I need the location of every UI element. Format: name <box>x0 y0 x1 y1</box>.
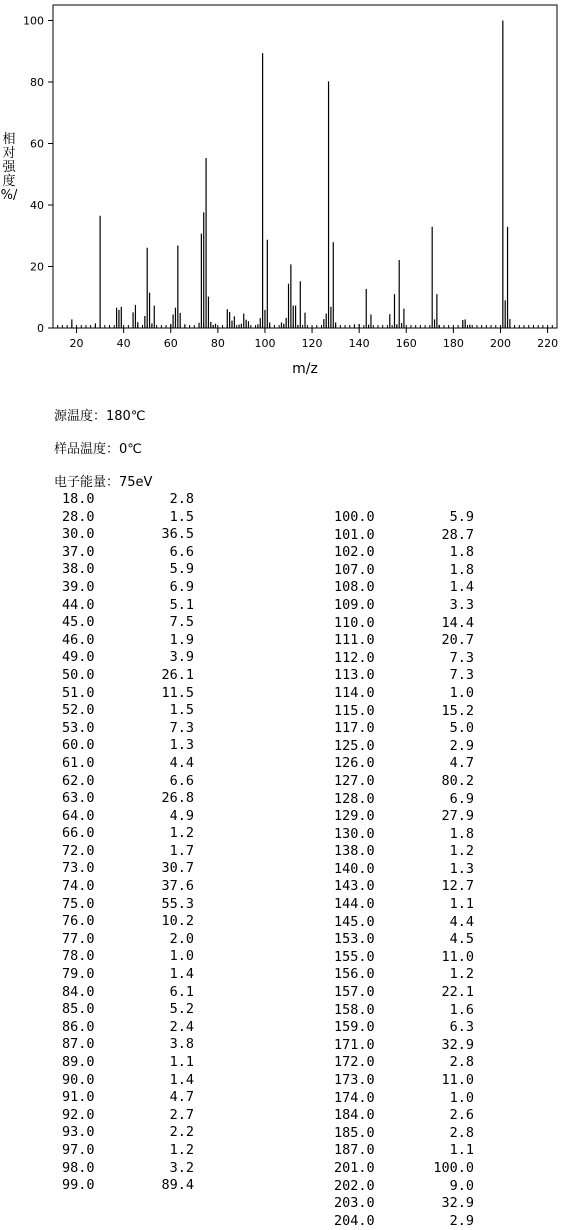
intensity-value: 6.9 <box>449 790 474 807</box>
mz-value: 90.0 <box>62 1071 95 1088</box>
mz-value: 92.0 <box>62 1106 95 1123</box>
y-axis-label-char: 对 <box>2 146 16 161</box>
intensity-value: 1.4 <box>449 579 474 596</box>
mz-value: 53.0 <box>62 719 95 736</box>
mz-value: 66.0 <box>62 825 95 842</box>
y-tick-label: 100 <box>23 14 44 28</box>
intensity-value: 6.1 <box>169 983 194 1000</box>
x-tick-label: 200 <box>489 337 511 350</box>
table-row <box>62 509 194 527</box>
intensity-value: 10.2 <box>161 913 194 930</box>
table-row <box>62 1054 194 1072</box>
table-row <box>334 808 474 826</box>
mz-value: 204.0 <box>334 1212 375 1229</box>
mz-value: 60.0 <box>62 737 95 754</box>
mz-value: 127.0 <box>334 772 375 789</box>
table-row <box>334 650 474 668</box>
table-row <box>62 896 194 914</box>
table-row <box>62 561 194 579</box>
x-tick-label: 180 <box>442 337 464 350</box>
mz-value: 77.0 <box>62 930 95 947</box>
table-row <box>62 1124 194 1142</box>
y-tick-label: 80 <box>30 76 44 89</box>
mz-value: 109.0 <box>334 596 375 613</box>
table-row <box>62 913 194 931</box>
intensity-value: 1.5 <box>169 508 194 525</box>
table-row <box>334 1160 474 1178</box>
table-row <box>62 931 194 949</box>
x-tick-label: 80 <box>210 337 225 350</box>
table-row <box>334 914 474 932</box>
x-tick-label: 120 <box>301 337 323 350</box>
table-row <box>62 1107 194 1125</box>
mz-value: 51.0 <box>62 684 95 701</box>
peak-table-right <box>334 509 474 1230</box>
mz-value: 98.0 <box>62 1159 95 1176</box>
mz-value: 171.0 <box>334 1036 375 1053</box>
mz-value: 86.0 <box>62 1018 95 1035</box>
intensity-value: 22.1 <box>441 984 474 1001</box>
mz-value: 143.0 <box>334 878 375 895</box>
table-row <box>334 1107 474 1125</box>
table-row <box>334 861 474 879</box>
mz-value: 39.0 <box>62 578 95 595</box>
mz-value: 203.0 <box>334 1195 375 1212</box>
table-row <box>334 843 474 861</box>
y-tick-label: 60 <box>30 137 44 151</box>
mz-value: 159.0 <box>334 1019 375 1036</box>
source-temperature-row <box>54 400 152 433</box>
mz-value: 102.0 <box>334 544 375 561</box>
mz-value: 187.0 <box>334 1142 375 1159</box>
intensity-value: 30.7 <box>161 860 194 877</box>
intensity-value: 1.1 <box>449 1142 474 1159</box>
mass-spectrum-chart <box>0 0 570 385</box>
intensity-value: 1.2 <box>449 966 474 983</box>
mz-value: 130.0 <box>334 825 375 842</box>
table-row <box>62 1142 194 1160</box>
table-row <box>334 1054 474 1072</box>
intensity-value: 6.6 <box>169 543 194 560</box>
mz-value: 30.0 <box>62 526 95 543</box>
intensity-value: 3.8 <box>169 1036 194 1053</box>
intensity-value: 1.3 <box>449 860 474 877</box>
mz-value: 76.0 <box>62 913 95 930</box>
table-row <box>334 509 474 527</box>
intensity-value: 1.8 <box>449 825 474 842</box>
y-axis-label-char: 强 <box>2 160 16 175</box>
x-tick-label: 160 <box>395 337 417 350</box>
mz-value: 101.0 <box>334 526 375 543</box>
mz-value: 89.0 <box>62 1054 95 1070</box>
table-row <box>62 1089 194 1107</box>
table-row <box>62 649 194 667</box>
table-row <box>62 755 194 773</box>
intensity-value: 1.2 <box>169 1141 194 1158</box>
mz-value: 128.0 <box>334 790 375 807</box>
intensity-value: 1.9 <box>169 631 194 648</box>
table-row <box>62 948 194 966</box>
mz-value: 78.0 <box>62 948 95 965</box>
table-row <box>334 685 474 703</box>
intensity-value: 80.2 <box>441 772 474 789</box>
mz-value: 73.0 <box>62 860 95 877</box>
x-tick-label: 220 <box>537 337 559 350</box>
mz-value: 185.0 <box>334 1124 375 1141</box>
table-row <box>62 825 194 843</box>
intensity-value: 4.4 <box>449 913 474 930</box>
intensity-value: 5.1 <box>169 596 194 613</box>
table-row <box>62 597 194 615</box>
table-row <box>334 966 474 984</box>
table-row <box>334 562 474 580</box>
x-tick-label: 60 <box>163 337 178 350</box>
sample-temperature-label: 样品温度： <box>54 442 120 457</box>
table-row <box>334 667 474 685</box>
mz-value: 138.0 <box>334 843 375 860</box>
mz-value: 37.0 <box>62 543 95 560</box>
mz-value: 140.0 <box>334 860 375 877</box>
mz-value: 172.0 <box>334 1054 375 1071</box>
mz-value: 85.0 <box>62 1001 95 1018</box>
table-row <box>62 878 194 896</box>
intensity-value: 2.4 <box>169 1018 194 1035</box>
x-tick-label: 140 <box>348 337 370 350</box>
y-axis-label-char: %/ <box>0 188 18 203</box>
mz-value: 173.0 <box>334 1072 375 1088</box>
intensity-value: 26.8 <box>161 790 194 807</box>
intensity-value: 55.3 <box>161 895 194 912</box>
intensity-value: 2.7 <box>169 1106 194 1123</box>
table-row <box>62 1177 194 1195</box>
mz-value: 91.0 <box>62 1089 95 1106</box>
y-axis <box>23 15 53 336</box>
mz-value: 145.0 <box>334 913 375 930</box>
intensity-value: 2.6 <box>449 1107 474 1124</box>
table-row <box>62 702 194 720</box>
table-row <box>62 1072 194 1090</box>
mz-value: 157.0 <box>334 984 375 1001</box>
intensity-value: 14.4 <box>441 614 474 631</box>
intensity-value: 1.0 <box>449 1089 474 1106</box>
table-row <box>334 632 474 650</box>
mz-value: 158.0 <box>334 1001 375 1018</box>
mz-value: 113.0 <box>334 667 375 684</box>
table-row <box>334 1178 474 1196</box>
table-row <box>62 966 194 984</box>
intensity-value: 2.8 <box>449 1054 474 1071</box>
mz-value: 144.0 <box>334 896 375 913</box>
y-tick-label: 40 <box>30 199 44 212</box>
mz-value: 79.0 <box>62 966 95 983</box>
intensity-value: 6.9 <box>169 578 194 595</box>
table-row <box>62 984 194 1002</box>
intensity-value: 1.4 <box>169 1071 194 1088</box>
x-axis <box>70 328 559 350</box>
table-row <box>62 790 194 808</box>
mz-value: 45.0 <box>62 614 95 631</box>
mz-value: 52.0 <box>62 702 95 719</box>
table-row <box>62 491 194 509</box>
intensity-value: 5.9 <box>169 561 194 578</box>
intensity-value: 5.9 <box>449 509 474 525</box>
intensity-value: 3.2 <box>169 1159 194 1176</box>
table-row <box>334 1002 474 1020</box>
intensity-value: 4.9 <box>169 807 194 824</box>
x-tick-label: 40 <box>116 337 131 350</box>
intensity-value: 11.5 <box>161 684 194 701</box>
mz-value: 72.0 <box>62 842 95 859</box>
intensity-value: 6.6 <box>169 772 194 789</box>
mz-value: 153.0 <box>334 931 375 948</box>
intensity-value: 89.4 <box>161 1177 194 1194</box>
table-row <box>334 1142 474 1160</box>
table-row <box>62 1001 194 1019</box>
mz-value: 44.0 <box>62 596 95 613</box>
intensity-value: 1.4 <box>169 966 194 983</box>
intensity-value: 1.1 <box>449 896 474 913</box>
table-row <box>334 1125 474 1143</box>
intensity-value: 3.9 <box>169 649 194 666</box>
mz-value: 46.0 <box>62 631 95 648</box>
mz-value: 50.0 <box>62 666 95 683</box>
y-tick-label: 0 <box>37 322 44 335</box>
intensity-value: 1.2 <box>169 825 194 842</box>
table-row <box>62 685 194 703</box>
mz-value: 155.0 <box>334 948 375 965</box>
y-axis-label <box>0 133 18 203</box>
table-row <box>334 931 474 949</box>
intensity-value: 2.8 <box>449 1124 474 1141</box>
source-temperature-label: 源温度： <box>54 409 107 424</box>
intensity-value: 20.7 <box>441 632 474 649</box>
mz-value: 174.0 <box>334 1089 375 1106</box>
table-row <box>62 526 194 544</box>
table-row <box>334 615 474 633</box>
mz-value: 202.0 <box>334 1177 375 1194</box>
y-tick-label: 20 <box>30 260 44 274</box>
table-row <box>62 1019 194 1037</box>
y-axis-label-char: 相 <box>2 132 16 147</box>
sample-temperature-row <box>54 433 152 466</box>
mz-value: 115.0 <box>334 702 375 719</box>
mz-value: 126.0 <box>334 755 375 772</box>
mz-value: 110.0 <box>334 614 375 631</box>
intensity-value: 1.6 <box>449 1001 474 1018</box>
table-row <box>334 703 474 721</box>
mz-value: 74.0 <box>62 878 95 895</box>
x-tick-label: 20 <box>69 337 84 350</box>
table-row <box>334 1037 474 1055</box>
table-row <box>334 544 474 562</box>
intensity-value: 9.0 <box>449 1177 474 1194</box>
intensity-value: 4.4 <box>169 754 194 771</box>
intensity-value: 7.3 <box>449 649 474 666</box>
table-row <box>62 579 194 597</box>
intensity-value: 12.7 <box>441 878 474 895</box>
intensity-value: 4.7 <box>449 755 474 772</box>
table-row <box>62 667 194 685</box>
table-row <box>334 791 474 809</box>
x-axis-label: m/z <box>292 361 318 377</box>
table-row <box>334 579 474 597</box>
mz-value: 100.0 <box>334 509 375 525</box>
intensity-value: 3.3 <box>449 596 474 613</box>
intensity-value: 1.0 <box>169 948 194 965</box>
intensity-value: 2.9 <box>449 737 474 754</box>
intensity-value: 32.9 <box>441 1195 474 1212</box>
intensity-value: 27.9 <box>441 808 474 825</box>
intensity-value: 5.0 <box>449 720 474 737</box>
table-row <box>62 843 194 861</box>
mz-value: 18.0 <box>62 491 95 507</box>
source-temperature-value: 180℃ <box>106 409 146 424</box>
mz-value: 156.0 <box>334 966 375 983</box>
table-row <box>62 773 194 791</box>
table-row <box>334 984 474 1002</box>
intensity-value: 32.9 <box>441 1036 474 1053</box>
table-row <box>334 755 474 773</box>
intensity-value: 26.1 <box>161 666 194 683</box>
table-row <box>334 1090 474 1108</box>
plot-frame <box>53 5 557 328</box>
intensity-value: 1.2 <box>449 843 474 860</box>
intensity-value: 1.1 <box>169 1054 194 1070</box>
table-row <box>334 949 474 967</box>
table-row <box>334 1019 474 1037</box>
table-row <box>334 738 474 756</box>
table-row <box>62 544 194 562</box>
mz-value: 108.0 <box>334 579 375 596</box>
mz-value: 111.0 <box>334 632 375 649</box>
table-row <box>334 896 474 914</box>
intensity-value: 1.7 <box>169 842 194 859</box>
intensity-value: 2.0 <box>169 930 194 947</box>
electron-energy-value: 75eV <box>119 475 153 490</box>
mz-value: 117.0 <box>334 720 375 737</box>
mz-value: 75.0 <box>62 895 95 912</box>
intensity-value: 2.8 <box>169 491 194 507</box>
intensity-value: 7.5 <box>169 614 194 631</box>
peak-bars <box>72 21 510 329</box>
table-row <box>62 632 194 650</box>
intensity-value: 4.7 <box>169 1089 194 1106</box>
intensity-value: 7.3 <box>449 667 474 684</box>
mz-value: 49.0 <box>62 649 95 666</box>
intensity-value: 4.5 <box>449 931 474 948</box>
intensity-value: 37.6 <box>161 878 194 895</box>
table-row <box>334 1195 474 1213</box>
peak-table-left <box>62 491 194 1195</box>
table-row <box>62 614 194 632</box>
table-row <box>334 1213 474 1230</box>
instrument-parameters <box>54 400 152 499</box>
intensity-value: 2.2 <box>169 1124 194 1141</box>
intensity-value: 36.5 <box>161 526 194 543</box>
x-tick-label: 100 <box>254 337 276 350</box>
mz-value: 112.0 <box>334 649 375 666</box>
intensity-value: 1.5 <box>169 702 194 719</box>
mz-value: 62.0 <box>62 772 95 789</box>
intensity-value: 6.3 <box>449 1019 474 1036</box>
mz-value: 114.0 <box>334 684 375 701</box>
mz-value: 184.0 <box>334 1107 375 1124</box>
intensity-value: 15.2 <box>441 702 474 719</box>
table-row <box>334 527 474 545</box>
intensity-value: 11.0 <box>441 1072 474 1088</box>
mz-value: 201.0 <box>334 1159 375 1176</box>
mz-value: 93.0 <box>62 1124 95 1141</box>
mz-value: 99.0 <box>62 1177 95 1194</box>
table-row <box>62 1160 194 1178</box>
table-row <box>62 808 194 826</box>
intensity-value: 2.9 <box>449 1212 474 1229</box>
intensity-value: 1.8 <box>449 561 474 578</box>
intensity-value: 28.7 <box>441 526 474 543</box>
intensity-value: 1.8 <box>449 544 474 561</box>
table-row <box>62 1036 194 1054</box>
intensity-value: 11.0 <box>441 948 474 965</box>
table-row <box>334 597 474 615</box>
table-row <box>334 720 474 738</box>
intensity-value: 7.3 <box>169 719 194 736</box>
table-row <box>334 773 474 791</box>
intensity-value: 5.2 <box>169 1001 194 1018</box>
table-row <box>334 1072 474 1090</box>
intensity-value: 1.3 <box>169 737 194 754</box>
mz-value: 64.0 <box>62 807 95 824</box>
mz-value: 84.0 <box>62 983 95 1000</box>
mz-value: 87.0 <box>62 1036 95 1053</box>
intensity-value: 1.0 <box>449 684 474 701</box>
mz-value: 63.0 <box>62 790 95 807</box>
sample-temperature-value: 0℃ <box>119 442 142 457</box>
electron-energy-label: 电子能量： <box>54 475 120 490</box>
mz-value: 38.0 <box>62 561 95 578</box>
table-row <box>62 860 194 878</box>
intensity-value: 100.0 <box>433 1159 474 1176</box>
table-row <box>62 720 194 738</box>
table-row <box>62 737 194 755</box>
mz-value: 97.0 <box>62 1141 95 1158</box>
table-row <box>334 826 474 844</box>
table-row <box>334 878 474 896</box>
mz-value: 129.0 <box>334 808 375 825</box>
mz-value: 61.0 <box>62 754 95 771</box>
y-axis-label-char: 度 <box>2 174 16 189</box>
mz-value: 125.0 <box>334 737 375 754</box>
mz-value: 28.0 <box>62 508 95 525</box>
mz-value: 107.0 <box>334 561 375 578</box>
